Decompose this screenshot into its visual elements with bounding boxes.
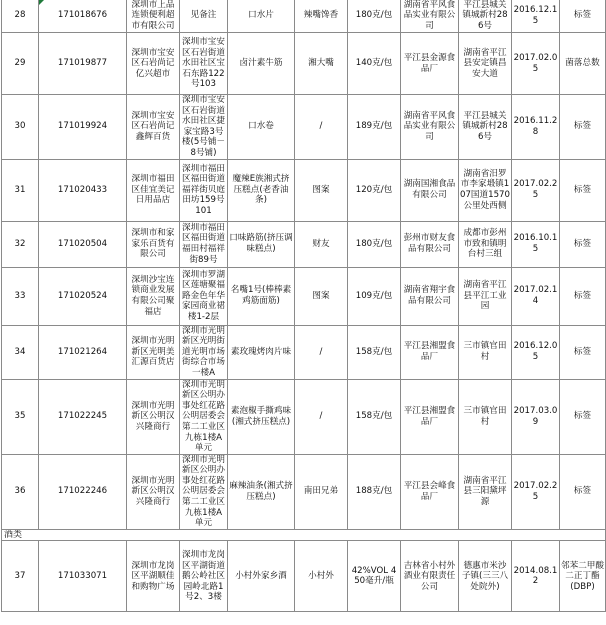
production-date-cell: 2016.11.28: [512, 95, 560, 160]
production-date-cell: 2017.02.25: [512, 159, 560, 221]
manufacturer-cell: 平江县金源食品厂: [401, 33, 459, 95]
production-date-cell: 2017.03.09: [512, 379, 560, 454]
brand-cell: /: [295, 95, 348, 160]
table-row: [2, 0, 606, 33]
table-row: [2, 541, 606, 612]
manufacturer-cell: 湖南国湘食品有限公司: [401, 159, 459, 221]
store-address-cell: 深圳市福田区福田街道福田村福祥街89号: [180, 221, 228, 267]
failed-item-cell: 标签: [560, 267, 606, 325]
failed-item-cell: 标签: [560, 454, 606, 529]
brand-cell: 辣嘴馋香: [295, 0, 348, 33]
sample-code-cell: 171019877: [39, 33, 127, 95]
manufacturer-cell: 湖南省平风食品实业有限公司: [401, 0, 459, 33]
product-name-cell: 麻辣油条(湘式挤压糕点): [228, 454, 295, 529]
failed-item-cell: 标签: [560, 221, 606, 267]
sample-code-cell: 171022246: [39, 454, 127, 529]
manufacturer-address-cell: 三市镇官田村: [459, 325, 512, 379]
manufacturer-address-cell: 湖南省平江县三阳黛坪源: [459, 454, 512, 529]
specification-cell: 189克/包: [348, 95, 401, 160]
product-name-cell: 素玫瑰烤肉片味: [228, 325, 295, 379]
store-address-cell: 深圳市光明新区公明办事处红花路公明居委会第二工业区九栋1楼A单元: [180, 379, 228, 454]
sample-code-cell: 171019924: [39, 95, 127, 160]
failed-item-cell: 菌落总数: [560, 33, 606, 95]
store-address-cell: 深圳市罗湖区莲塘聚福路金色年华家园商业裙楼1-2层: [180, 267, 228, 325]
manufacturer-cell: 平江县湘盟食品厂: [401, 379, 459, 454]
specification-cell: 42%VOL 450毫升/瓶: [348, 541, 401, 612]
production-date-cell: 2017.02.14: [512, 267, 560, 325]
failed-item-cell: 标签: [560, 325, 606, 379]
table-body: [2, 0, 606, 612]
store-name-cell: 深圳沙宝连锁商业发展有限公司聚福店: [127, 267, 180, 325]
failed-item-cell: 标签: [560, 159, 606, 221]
brand-cell: 财友: [295, 221, 348, 267]
manufacturer-address-cell: 湖南省平江县安定镇昌安大道: [459, 33, 512, 95]
store-address-cell: 深圳市福田区福田街道福祥街贝庭田坊159号101: [180, 159, 228, 221]
production-date-cell: 2014.08.12: [512, 541, 560, 612]
row-number-cell: 35: [2, 379, 39, 454]
manufacturer-cell: 平江县湘盟食品厂: [401, 325, 459, 379]
brand-cell: 图案: [295, 159, 348, 221]
specification-cell: 140克/包: [348, 33, 401, 95]
failed-item-cell: 标签: [560, 95, 606, 160]
failed-item-cell: 标签: [560, 379, 606, 454]
row-number-cell: 32: [2, 221, 39, 267]
store-address-cell: 深圳市光明新区公明办事处红花路公明居委会第二工业区九栋1楼A单元: [180, 454, 228, 529]
row-number-cell: 37: [2, 541, 39, 612]
store-name-cell: 深圳市光明新区光明美汇源百货店: [127, 325, 180, 379]
sample-code-cell: 171020524: [39, 267, 127, 325]
table-row: [2, 267, 606, 325]
specification-cell: 180克/包: [348, 0, 401, 33]
table-row: [2, 454, 606, 529]
product-name-cell: 卤汁素牛筋: [228, 33, 295, 95]
failed-item-cell: 邻苯二甲酸二正丁酯(DBP): [560, 541, 606, 612]
store-address-cell: 深圳市宝安区石岩街道水田社区宝石东路122号103: [180, 33, 228, 95]
sample-code-cell: 171020504: [39, 221, 127, 267]
product-name-cell: 魔辣E族湘式挤压糕点(老香油条): [228, 159, 295, 221]
brand-cell: 南田兄弟: [295, 454, 348, 529]
manufacturer-address-cell: 成都市彭州市致和镇明台村三组: [459, 221, 512, 267]
section-row: [2, 529, 606, 541]
cell-comment-marker-icon: [39, 0, 45, 5]
brand-cell: 图案: [295, 267, 348, 325]
manufacturer-cell: 彭州市财友食品有限公司: [401, 221, 459, 267]
production-date-cell: 2017.02.05: [512, 33, 560, 95]
manufacturer-address-cell: 平江县城关镇城新村286号: [459, 95, 512, 160]
specification-cell: 188克/包: [348, 454, 401, 529]
store-address-cell: 深圳市光明新区光明街道光明市场街综合市场一楼A: [180, 325, 228, 379]
store-address-cell: 深圳市龙岗区平湖街道鹅公岭社区园岭北路1号2、3楼: [180, 541, 228, 612]
store-name-cell: 深圳市宝安区石岩尚记鑫辉百货: [127, 95, 180, 160]
table-row: [2, 33, 606, 95]
row-number-cell: 29: [2, 33, 39, 95]
row-number-cell: 28: [2, 0, 39, 33]
brand-cell: /: [295, 379, 348, 454]
failed-item-cell: 标签: [560, 0, 606, 33]
store-name-cell: 深圳市光明新区公明汉兴隆商行: [127, 454, 180, 529]
production-date-cell: 2016.10.15: [512, 221, 560, 267]
manufacturer-address-cell: 德惠市米沙子镇(三三八处院外): [459, 541, 512, 612]
table-row: [2, 95, 606, 160]
specification-cell: 120克/包: [348, 159, 401, 221]
store-name-cell: 深圳市宝安区石岩尚记亿兴超市: [127, 33, 180, 95]
row-number-cell: 34: [2, 325, 39, 379]
production-date-cell: 2016.12.15: [512, 0, 560, 33]
manufacturer-address-cell: 平江县城关镇城新村286号: [459, 0, 512, 33]
row-number-cell: 33: [2, 267, 39, 325]
manufacturer-cell: 湖南省平风食品实业有限公司: [401, 95, 459, 160]
sample-code-cell: 171033071: [39, 541, 127, 612]
row-number-cell: 30: [2, 95, 39, 160]
specification-cell: 109克/包: [348, 267, 401, 325]
table-row: [2, 325, 606, 379]
store-name-cell: 深圳市光明新区公明汉兴隆商行: [127, 379, 180, 454]
specification-cell: 158克/包: [348, 325, 401, 379]
manufacturer-address-cell: 湖南省汨罗市李家塅镇107国道1570公里处西侧: [459, 159, 512, 221]
manufacturer-address-cell: 湖南省平江县平江工业园: [459, 267, 512, 325]
manufacturer-cell: 吉林省小村外酒业有限责任公司: [401, 541, 459, 612]
store-name-cell: 深圳市和家家乐百货有限公司: [127, 221, 180, 267]
row-number-cell: 31: [2, 159, 39, 221]
row-number-cell: 36: [2, 454, 39, 529]
store-name-cell: 深圳市龙岗区平湖顺佳和购物广场: [127, 541, 180, 612]
manufacturer-cell: 湖南省翔宇食品有限公司: [401, 267, 459, 325]
table-row: [2, 221, 606, 267]
specification-cell: 180克/包: [348, 221, 401, 267]
store-name-cell: 深圳市福田区佳宜美记日用品店: [127, 159, 180, 221]
brand-cell: 小村外: [295, 541, 348, 612]
product-name-cell: 口水卷: [228, 95, 295, 160]
production-date-cell: 2017.02.25: [512, 454, 560, 529]
sample-code-cell: 171020433: [39, 159, 127, 221]
sample-code-cell: 171022245: [39, 379, 127, 454]
store-name-cell: 深圳市上品连锁便利超市有限公司: [127, 0, 180, 33]
manufacturer-cell: 平江县会峰食品厂: [401, 454, 459, 529]
sample-code-cell: 171018676: [39, 0, 127, 33]
section-blank-cell: [39, 529, 606, 541]
product-name-cell: 名嘴1号(棒棒素鸡筋面筋): [228, 267, 295, 325]
specification-cell: 158克/包: [348, 379, 401, 454]
product-name-cell: 小村外家乡酒: [228, 541, 295, 612]
product-name-cell: 口水片: [228, 0, 295, 33]
table-row: [2, 159, 606, 221]
store-address-cell: 深圳市宝安区石岩街道水田社区捷家宝路3号楼(5号铺－8号铺): [180, 95, 228, 160]
manufacturer-address-cell: 三市镇官田村: [459, 379, 512, 454]
section-label: 酒类: [2, 529, 39, 541]
brand-cell: 湘大嘴: [295, 33, 348, 95]
product-name-cell: 素泡椒手撕鸡味(湘式挤压糕点): [228, 379, 295, 454]
brand-cell: /: [295, 325, 348, 379]
production-date-cell: 2016.12.05: [512, 325, 560, 379]
store-address-cell: 见备注: [180, 0, 228, 33]
table-row: [2, 379, 606, 454]
sample-code-cell: 171021264: [39, 325, 127, 379]
inspection-results-table: [1, 0, 606, 612]
product-name-cell: 口味路筋(挤压调味糕点): [228, 221, 295, 267]
